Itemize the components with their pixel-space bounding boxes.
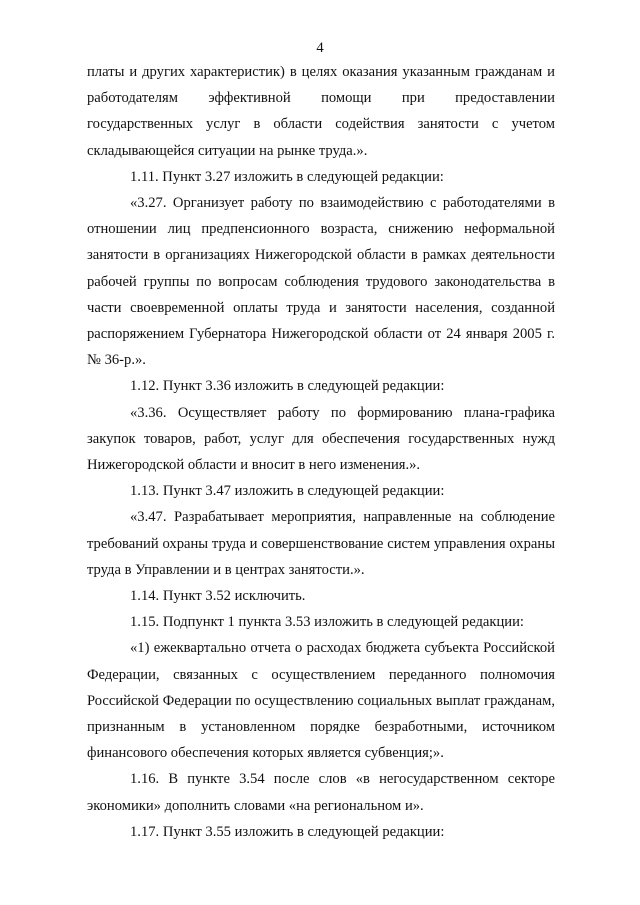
paragraph-item-1-14: 1.14. Пункт 3.52 исключить.: [130, 588, 306, 605]
paragraph-item-1-15: 1.15. Подпункт 1 пункта 3.53 изложить в следующей редакции:: [130, 614, 524, 631]
page-number: 4: [316, 40, 324, 56]
paragraph-item-1-16: 1.16. В пункте 3.54 после слов «в негосударственном секторе экономики» дополнить словами «на региональном и».: [87, 771, 555, 814]
paragraph-item-1-11: 1.11. Пункт 3.27 изложить в следующей редакции:: [130, 168, 444, 185]
paragraph-quote-3-36: «3.36. Осуществляет работу по формированию плана-графика закупок товаров, работ, услуг для обеспечения государственных нужд Нижегородской области и вносит в него изменения.».: [87, 404, 555, 474]
paragraph-continuation: платы и других характеристик) в целях оказания указанным гражданам и работодателям эффективной помощи при предоставлении государственных услуг в области содействия занятости с учетом складывающейся ситуации на рынке труда.».: [87, 64, 555, 159]
paragraph-quote-subitem-1: «1) ежеквартально отчета о расходах бюджета субъекта Российской Федерации, связанных с осуществлением переданного полномочия Российской Федерации по осуществлению социальных выплат гражданам, признанным в установленном порядке безработными, источником финансового обеспечения которых является субвенция;».: [87, 640, 555, 762]
paragraph-item-1-12: 1.12. Пункт 3.36 изложить в следующей редакции:: [130, 378, 445, 395]
document-body: [87, 59, 555, 845]
paragraph-quote-3-47: «3.47. Разрабатывает мероприятия, направленные на соблюдение требований охраны труда и совершенствование систем управления охраны труда в Управлении и в центрах занятости.».: [87, 509, 555, 578]
paragraph-quote-3-27: «3.27. Организует работу по взаимодействию с работодателями в отношении лиц предпенсионного возраста, снижению неформальной занятости в организациях Нижегородской области в рамках деятельности рабочей группы по вопросам соблюдения трудового законодательства в части своевременной оплаты труда и занятости населения, созданной распоряжением Губернатора Нижегородской области от 24 января 2005 г. № 36-р.».: [87, 195, 555, 369]
paragraph-item-1-13: 1.13. Пункт 3.47 изложить в следующей редакции:: [130, 483, 445, 500]
paragraph-item-1-17: 1.17. Пункт 3.55 изложить в следующей редакции:: [130, 823, 445, 840]
